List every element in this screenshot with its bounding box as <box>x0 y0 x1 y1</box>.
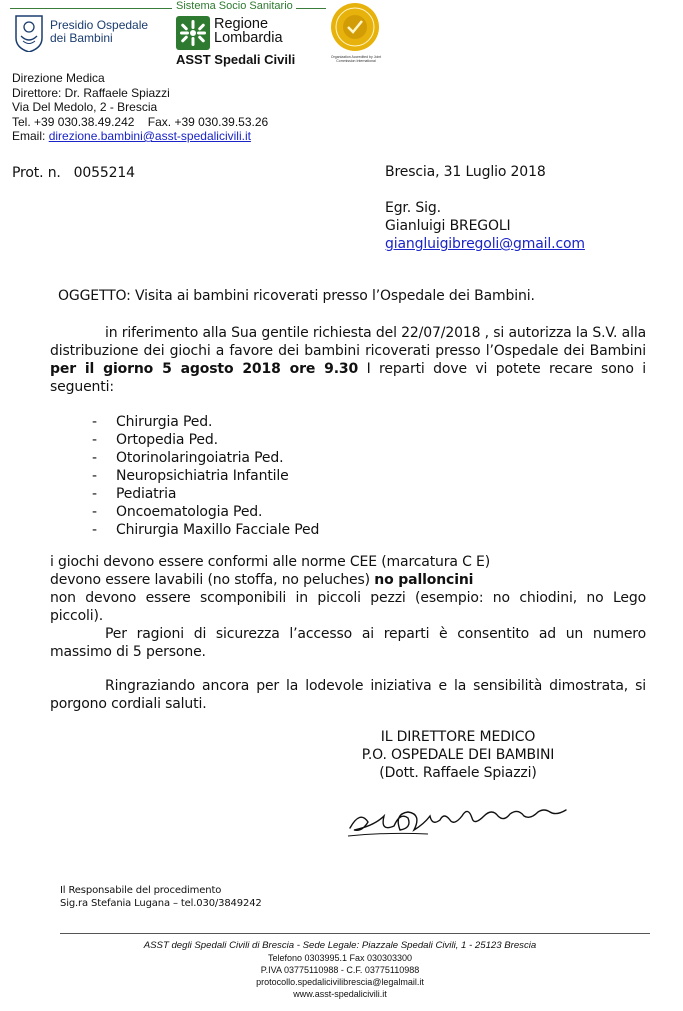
list-item: - Oncoematologia Ped. <box>92 504 263 520</box>
letter-date: Brescia, 31 Luglio 2018 <box>385 164 546 180</box>
footer-rule <box>60 933 650 934</box>
signature-block: IL DIRETTORE MEDICO P.O. OSPEDALE DEI BAMBINI (Dott. Raffaele Spiazzi) <box>361 729 555 781</box>
sistema-label: Sistema Socio Sanitario <box>176 0 293 12</box>
presidio-name: Presidio Ospedale dei Bambini <box>50 18 149 45</box>
jci-caption: Organization Accredited by Joint Commission International <box>330 55 382 63</box>
subject-line: OGGETTO: Visita ai bambini ricoverati presso l’Ospedale dei Bambini. <box>58 288 535 304</box>
direzione-block: Direzione Medica Direttore: Dr. Raffaele Spiazzi Via Del Medolo, 2 - Brescia Tel. +39 030.38.49.242 Fax. +39 030.39.53.26 Email: direzione.bambini@asst-spedalicivili.it <box>12 71 269 143</box>
list-item: - Pediatria <box>92 486 177 502</box>
list-item: - Otorinolaringoiatria Ped. <box>92 450 284 466</box>
protocol-number: Prot. n. 0055214 <box>12 165 135 181</box>
handwritten-signature-icon <box>346 798 592 842</box>
header-rule-right <box>296 8 326 9</box>
paragraph-ringraziamento: Ringraziando ancora per la lodevole iniziativa e la sensibilità dimostrata, si porgono cordiali saluti. <box>50 678 646 712</box>
recipient-email-link[interactable]: giangluigibregoli@gmail.com <box>385 236 585 252</box>
regione-lombardia-name: Regione Lombardia <box>214 16 283 46</box>
reparti-list <box>92 413 319 539</box>
asst-name: ASST Spedali Civili <box>176 52 296 67</box>
responsabile-block: Il Responsabile del procedimento Sig.ra Stefania Lugana – tel.030/3849242 <box>60 885 262 909</box>
list-item: - Neuropsichiatria Infantile <box>92 468 289 484</box>
paragraph-authorization: in riferimento alla Sua gentile richiesta del 22/07/2018 , si autorizza la S.V. alla distribuzione dei giochi a favore dei bambini ricoverati presso l’Ospedale dei Bambini per il giorno 5 agosto 2018 ore 9.30 I reparti dove vi potete recare sono i seguenti: <box>50 325 646 395</box>
presidio-logo-icon <box>12 14 46 52</box>
jci-seal-icon <box>330 2 380 52</box>
list-item: - Ortopedia Ped. <box>92 432 218 448</box>
header-rule <box>10 8 172 9</box>
recipient-block: Egr. Sig. Gianluigi BREGOLI giangluigibregoli@gmail.com <box>385 200 585 252</box>
rules-block: i giochi devono essere conformi alle norme CEE (marcatura C E) devono essere lavabili (no stoffa, no peluches) no palloncini non devono essere scomponibili in piccoli pezzi (esempio: no chiodini, no Lego piccoli). <box>50 554 646 624</box>
list-item: - Chirurgia Ped. <box>92 414 213 430</box>
direzione-email-link[interactable]: direzione.bambini@asst-spedalicivili.it <box>48 129 251 143</box>
paragraph-sicurezza: Per ragioni di sicurezza l’accesso ai reparti è consentito ad un numero massimo di 5 persone. <box>50 626 646 660</box>
list-item: - Chirurgia Maxillo Facciale Ped <box>92 522 320 538</box>
regione-lombardia-logo-icon <box>176 16 210 50</box>
footer: ASST degli Spedali Civili di Brescia - Sede Legale: Piazzale Spedali Civili, 1 - 25123 Brescia Telefono 0303995.1 Fax 030303300 P.IVA 03775110988 - C.F. 03775110988 protocollo.spedalicivilibrescia@legalmail.it www.asst-spedalicivili.it <box>143 940 537 999</box>
